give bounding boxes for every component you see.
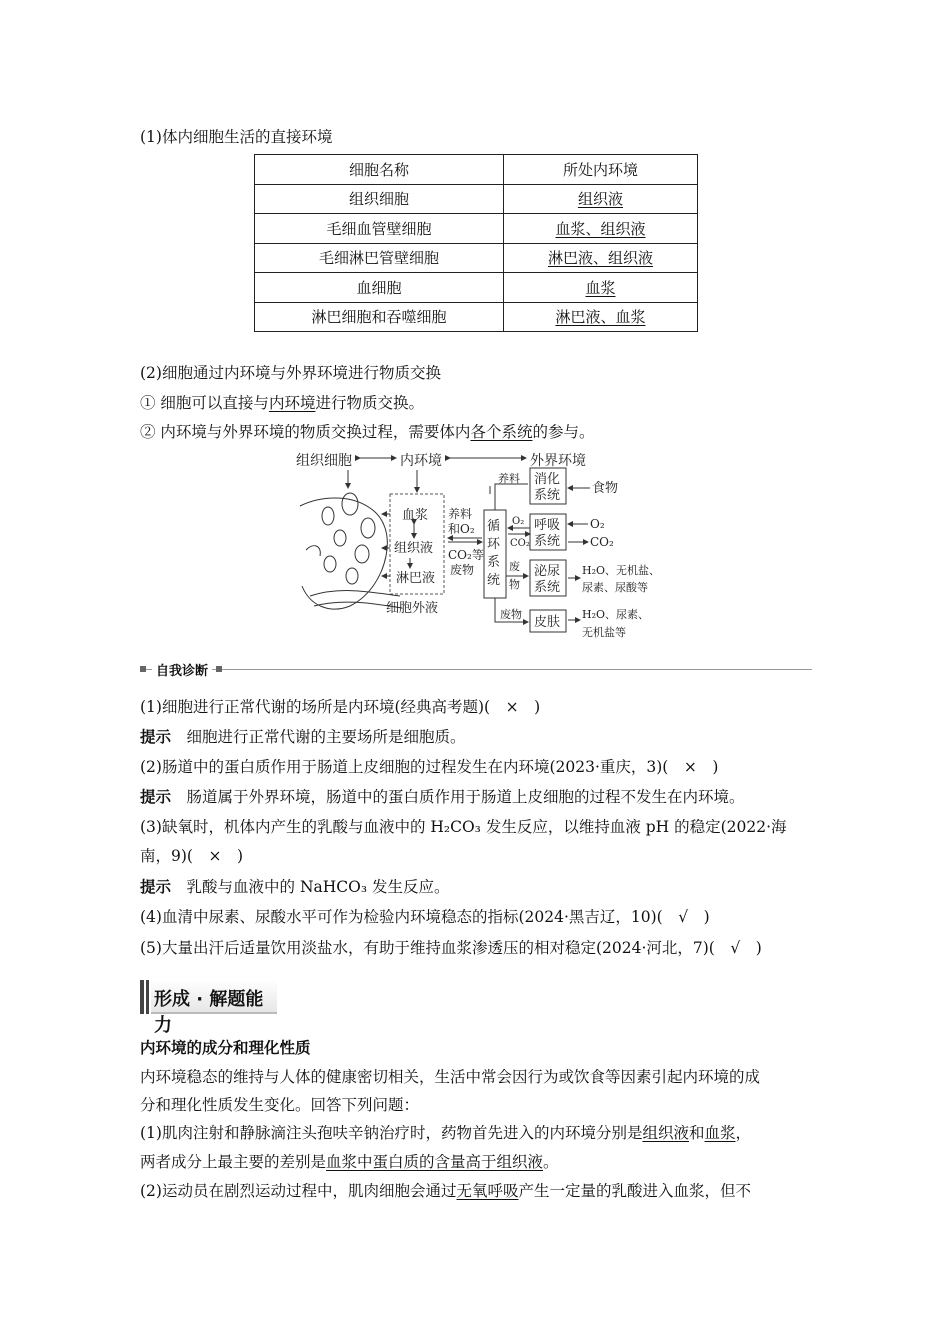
hint-2 [140,786,745,808]
table-cell [503,302,697,332]
cell-environment-table [254,154,698,332]
label-digestive: 消化 [534,472,561,487]
practice-q1 [140,1122,751,1144]
answer-blank: 淋巴液、血浆 [555,308,646,327]
square-icon [216,666,222,672]
answer-blank: 血浆中蛋白质的含量高于组织液 [326,1153,544,1171]
label-nutrients: 养料 [498,472,520,485]
hint-label: 提示 [140,788,172,806]
table-cell: 毛细血管壁细胞 [255,214,504,244]
table-row [255,184,698,214]
section-banner [140,980,278,1036]
text: 产生一定量的乳酸进入血浆，但不 [518,1182,751,1200]
label-waste: 废 [509,560,520,573]
question-1: (1)细胞进行正常代谢的场所是内环境(经典高考题)( × ) [140,698,541,716]
label-skin-out: H₂O、尿素、 [582,608,650,621]
label-urinary: 系统 [534,580,561,595]
question-3: (3)缺氧时，机体内产生的乳酸与血液中的 H₂CO₃ 发生反应，以维持血液 pH 的稳定(2022·海 [140,818,787,836]
table-row [255,243,698,273]
label-food: 食物 [592,481,619,496]
practice-q1-cont [140,1151,559,1173]
label-urinary-out: H₂O、无机盐、 [582,564,661,577]
section1-heading: (1)体内细胞生活的直接环境 [140,128,333,146]
hint-3 [140,876,449,898]
label-plasma: 血浆 [402,508,429,523]
label-co2-out: CO₂ [590,535,614,549]
table-row [255,302,698,332]
table-cell [503,273,697,303]
table-cell [503,184,697,214]
label-tissue-fluid: 组织液 [394,541,434,556]
label-circulation: 环 [487,537,501,552]
divider [140,669,812,670]
answer-blank: 血浆 [704,1124,736,1142]
label-waste: 物 [509,578,520,591]
table-row [255,214,698,244]
question-2: (2)肠道中的蛋白质作用于肠道上皮细胞的过程发生在内环境(2023·重庆，3)( × ) [140,758,719,776]
text: 。 [543,1153,559,1171]
hint-text: 细胞进行正常代谢的主要场所是细胞质。 [171,728,466,746]
table-cell: 毛细淋巴管壁细胞 [255,243,504,273]
answer-blank: 血浆 [585,278,616,297]
section2-item1 [140,392,424,414]
table-header-cell: 所处内环境 [503,155,697,185]
table-cell [503,243,697,273]
text: ① 细胞可以直接与 [140,394,269,412]
section2-item2 [140,421,594,443]
label-nutrients-o2: 养料 [448,507,473,521]
answer-blank: 血浆、组织液 [555,219,646,238]
hint-text: 乳酸与血液中的 NaHCO₃ 发生反应。 [171,878,450,896]
table-header-row [255,155,698,185]
answer-blank: 组织液 [642,1124,689,1142]
answer-blank: 内环境 [268,394,316,412]
answer-blank: 各个系统 [470,423,533,441]
self-check-header [140,660,812,680]
question-5: (5)大量出汗后适量饮用淡盐水，有助于维持血浆渗透压的相对稳定(2024·河北，7)( √ ) [140,939,762,957]
table-row [255,273,698,303]
self-check-title: 自我诊断 [152,660,212,679]
square-icon [140,666,146,672]
label-nutrients-o2: 和O₂ [448,522,475,536]
table-cell: 组织细胞 [255,184,504,214]
text: (2)运动员在剧烈运动过程中，肌肉细胞会通过 [140,1182,457,1200]
label-urinary: 泌尿 [534,564,561,579]
table-cell: 血细胞 [255,273,504,303]
label-circulation: 循 [487,519,501,534]
table-cell [503,214,697,244]
text: 和 [688,1124,705,1142]
answer-blank: 淋巴液、组织液 [547,249,653,268]
label-respiratory: 呼吸 [534,518,561,533]
practice-intro: 内环境稳态的维持与人体的健康密切相关，生活中常会因行为或饮食等因素引起内环境的成 [140,1068,761,1086]
label-waste: 废物 [500,608,522,621]
label-co2-waste: 废物 [450,563,475,577]
label-extracellular: 细胞外液 [386,601,439,616]
label-external-env: 外界环境 [530,453,586,469]
hint-label: 提示 [140,728,172,746]
table-cell: 淋巴细胞和吞噬细胞 [255,302,504,332]
text: 两者成分上最主要的差别是 [140,1153,327,1171]
section2-heading: (2)细胞通过内环境与外界环境进行物质交换 [140,364,441,382]
connector [495,484,528,510]
hint-1 [140,726,466,748]
label-skin-out: 无机盐等 [582,626,626,639]
label-o2-out: O₂ [590,517,605,531]
text: ② 内环境与外界环境的物质交换过程，需要体内 [140,423,471,441]
label-skin: 皮肤 [534,615,561,630]
material-exchange-diagram [290,446,670,646]
label-circulation: 统 [487,573,501,588]
label-co2-waste: CO₂等 [448,548,484,562]
hint-text: 肠道属于外界环境，肠道中的蛋白质作用于肠道上皮细胞的过程不发生在内环境。 [171,788,745,806]
text: 的参与。 [532,423,595,441]
label-circulation: 系 [487,555,501,570]
label-co2: CO₂ [510,538,530,549]
hint-label: 提示 [140,878,172,896]
question-3-cont: 南，9)( × ) [140,847,243,865]
text: (1)肌肉注射和静脉滴注头孢呋辛钠治疗时，药物首先进入的内环境分别是 [140,1124,643,1142]
banner-bar [140,980,144,1014]
practice-q2 [140,1180,751,1202]
banner-title: 形成 · 解题能力 [154,989,264,1036]
label-internal-env: 内环境 [400,453,442,469]
table-header-cell: 细胞名称 [255,155,504,185]
label-urinary-out: 尿素、尿酸等 [582,581,648,594]
banner-bar [146,980,149,1014]
label-tissue-cells: 组织细胞 [296,453,352,469]
label-lymph: 淋巴液 [396,571,436,586]
text: 进行物质交换。 [315,394,424,412]
label-digestive: 系统 [534,488,561,503]
answer-blank: 组织液 [577,190,623,209]
label-o2: O₂ [512,516,525,527]
practice-heading: 内环境的成分和理化性质 [140,1039,311,1057]
label-respiratory: 系统 [534,534,561,549]
text: ， [735,1124,752,1142]
question-4: (4)血清中尿素、尿酸水平可作为检验内环境稳态的指标(2024·黑吉辽，10)( √ ) [140,908,710,926]
answer-blank: 无氧呼吸 [456,1182,519,1200]
practice-intro: 分和理化性质发生变化。回答下列问题： [140,1096,420,1114]
